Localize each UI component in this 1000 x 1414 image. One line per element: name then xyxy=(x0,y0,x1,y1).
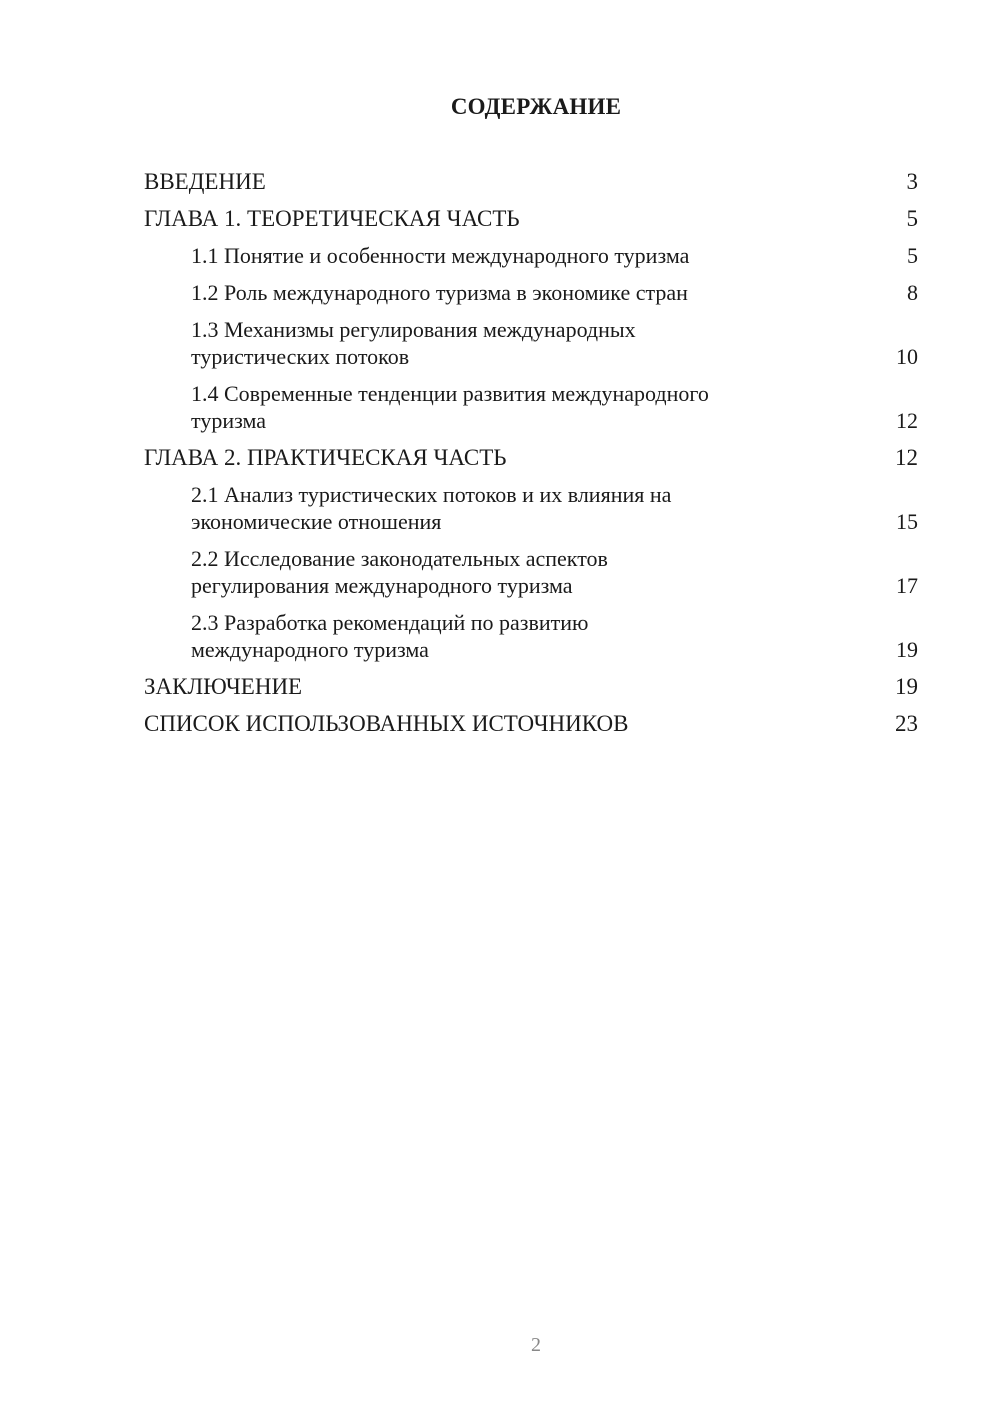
toc-entry-text: ГЛАВА 2. ПРАКТИЧЕСКАЯ ЧАСТЬ xyxy=(144,445,507,470)
toc-entry-text: 2.1 Анализ туристических потоков и их влияния на xyxy=(191,482,672,507)
page-number: 2 xyxy=(531,1334,541,1356)
toc-entry xyxy=(144,205,918,232)
toc-entry xyxy=(144,545,918,599)
toc-entry-page: 3 xyxy=(906,169,918,194)
toc-entry-text: ГЛАВА 1. ТЕОРЕТИЧЕСКАЯ ЧАСТЬ xyxy=(144,206,520,231)
toc-entry-text: 1.3 Механизмы регулирования международных xyxy=(191,317,636,342)
toc-entry-text: СПИСОК ИСПОЛЬЗОВАННЫХ ИСТОЧНИКОВ xyxy=(144,711,629,736)
toc-entry-text: ВВЕДЕНИЕ xyxy=(144,169,266,194)
toc-entry-page: 5 xyxy=(907,243,918,268)
toc-entry-text: 1.2 Роль международного туризма в экономике стран xyxy=(191,280,688,305)
toc-entry-text: 2.3 Разработка рекомендаций по развитию xyxy=(191,610,589,635)
toc-entry xyxy=(144,242,918,269)
toc-entry-text: 2.2 Исследование законодательных аспектов xyxy=(191,546,608,571)
toc-entry xyxy=(144,481,918,535)
toc-entry-page: 15 xyxy=(896,509,918,534)
toc-entry xyxy=(144,710,918,737)
toc-entry xyxy=(144,609,918,663)
toc-title: СОДЕРЖАНИЕ xyxy=(450,94,622,119)
toc-entry-page: 19 xyxy=(895,674,918,699)
toc-entry-text: 1.1 Понятие и особенности международного туризма xyxy=(191,243,690,268)
toc-entry xyxy=(144,168,918,195)
toc-entry-text: 1.4 Современные тенденции развития международного xyxy=(191,381,709,406)
toc-entry-page: 10 xyxy=(896,344,918,369)
toc-entry-page: 17 xyxy=(896,573,918,598)
toc-entry-page: 12 xyxy=(896,408,918,433)
toc-entry xyxy=(144,673,918,700)
toc-entry-page: 8 xyxy=(907,280,918,305)
toc-entry xyxy=(144,444,918,471)
toc-entry-text: туристических потоков xyxy=(191,344,410,369)
toc-entry-text: туризма xyxy=(191,408,267,433)
toc-entry xyxy=(144,380,918,434)
toc-entry xyxy=(144,279,918,306)
toc-entry-text: регулирования международного туризма xyxy=(191,573,573,598)
toc-entry-page: 12 xyxy=(895,445,918,470)
toc-entry-text: международного туризма xyxy=(191,637,429,662)
toc-entry-text: ЗАКЛЮЧЕНИЕ xyxy=(144,674,303,699)
toc-entry-page: 23 xyxy=(895,711,918,736)
toc-entry-text: экономические отношения xyxy=(191,509,442,534)
table-of-contents xyxy=(144,168,918,747)
toc-entry-page: 5 xyxy=(906,206,918,231)
toc-entry xyxy=(144,316,918,370)
toc-entry-page: 19 xyxy=(896,637,918,662)
